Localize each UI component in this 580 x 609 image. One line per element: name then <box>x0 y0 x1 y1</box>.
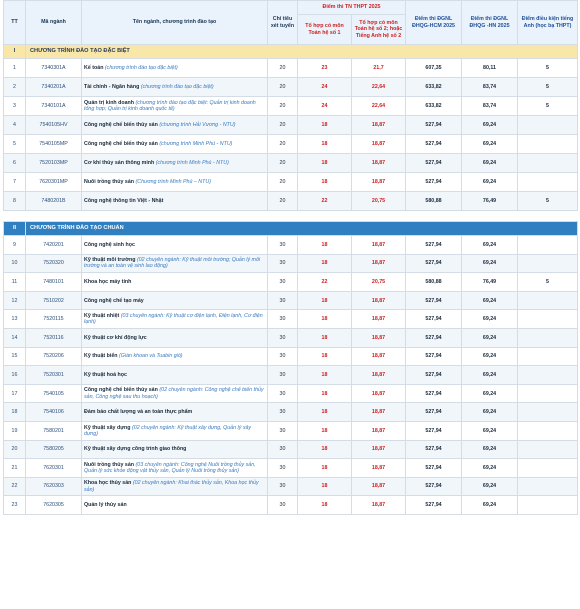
row-number: 21 <box>4 459 26 478</box>
quota: 30 <box>268 421 298 440</box>
score-dgnl-hcm: 527,94 <box>406 421 462 440</box>
table-row <box>4 440 578 459</box>
program-name: Công nghệ sinh học <box>84 241 135 248</box>
score-combo-2: 22,64 <box>352 78 406 97</box>
score-combo-2: 18,87 <box>352 135 406 154</box>
score-combo-2: 18,87 <box>352 421 406 440</box>
score-dgnl-hcm: 580,88 <box>406 273 462 292</box>
program-code: 7520115 <box>26 310 82 329</box>
score-combo-2: 18,87 <box>352 310 406 329</box>
score-combo-1: 18 <box>298 310 352 329</box>
program-name-cell <box>82 496 268 515</box>
program-code: 7540106 <box>26 403 82 422</box>
row-number: 2 <box>4 78 26 97</box>
program-name-cell <box>82 477 268 496</box>
english-requirement: 5 <box>518 273 578 292</box>
program-name-cell <box>82 403 268 422</box>
table-row <box>4 254 578 273</box>
table-row <box>4 192 578 211</box>
score-dgnl-hn: 69,24 <box>462 154 518 173</box>
score-dgnl-hcm: 527,94 <box>406 384 462 403</box>
program-code: 7580205 <box>26 440 82 459</box>
row-number: 16 <box>4 366 26 385</box>
program-note: (chương trình đào tạo đặc biệt: Quản trị kinh doanh tổng hợp; Quản trị kinh doanh quốc tế) <box>84 99 256 112</box>
row-number: 10 <box>4 254 26 273</box>
score-combo-1: 18 <box>298 347 352 366</box>
quota: 30 <box>268 254 298 273</box>
score-combo-1: 22 <box>298 192 352 211</box>
quota: 20 <box>268 154 298 173</box>
score-combo-1: 22 <box>298 273 352 292</box>
score-combo-1: 18 <box>298 135 352 154</box>
quota: 30 <box>268 347 298 366</box>
header-tt: TT <box>4 1 26 45</box>
section-header-row <box>4 45 578 59</box>
score-dgnl-hcm: 527,94 <box>406 173 462 192</box>
program-code: 7620303 <box>26 477 82 496</box>
program-name: Nuôi trồng thủy sản <box>84 178 135 185</box>
score-dgnl-hcm: 527,94 <box>406 154 462 173</box>
score-dgnl-hn: 69,24 <box>462 477 518 496</box>
program-code: 7540105 <box>26 384 82 403</box>
score-combo-1: 18 <box>298 236 352 255</box>
score-combo-1: 18 <box>298 254 352 273</box>
english-requirement <box>518 440 578 459</box>
table-row <box>4 291 578 310</box>
program-name: Tài chính - Ngân hàng <box>84 83 140 90</box>
row-number: 15 <box>4 347 26 366</box>
score-combo-1: 18 <box>298 477 352 496</box>
program-name: Công nghệ chế biến thủy sản <box>84 121 158 128</box>
score-dgnl-hn: 69,24 <box>462 403 518 422</box>
score-dgnl-hn: 69,24 <box>462 135 518 154</box>
program-name-cell <box>82 421 268 440</box>
header-to-hop-2: Tổ hợp có môn Toán hệ số 2; hoặc Tiếng Anh hệ số 2 <box>352 15 406 45</box>
score-combo-2: 20,75 <box>352 273 406 292</box>
score-dgnl-hcm: 527,94 <box>406 403 462 422</box>
score-dgnl-hn: 69,24 <box>462 496 518 515</box>
section-header-row <box>4 222 578 236</box>
quota: 30 <box>268 477 298 496</box>
score-dgnl-hn: 69,24 <box>462 328 518 347</box>
english-requirement <box>518 135 578 154</box>
program-name-cell <box>82 254 268 273</box>
row-number: 5 <box>4 135 26 154</box>
english-requirement <box>518 403 578 422</box>
score-dgnl-hcm: 527,94 <box>406 496 462 515</box>
program-name-cell <box>82 366 268 385</box>
program-name: Kỹ thuật biển <box>84 353 118 360</box>
program-name: Cơ khí thủy sản thông minh <box>84 159 155 166</box>
score-dgnl-hn: 83,74 <box>462 97 518 116</box>
score-combo-1: 18 <box>298 291 352 310</box>
quota: 20 <box>268 97 298 116</box>
table-row <box>4 97 578 116</box>
table-row <box>4 421 578 440</box>
program-name-cell <box>82 192 268 211</box>
program-name: Kỹ thuật hoá học <box>84 371 127 378</box>
score-combo-2: 18,87 <box>352 459 406 478</box>
row-number: 7 <box>4 173 26 192</box>
program-code: 7580201 <box>26 421 82 440</box>
score-combo-2: 18,87 <box>352 116 406 135</box>
table-body <box>4 45 578 515</box>
program-note: (03 chuyên ngành: Công nghệ Nuôi trồng thủy sản, Quản lý sức khỏe động vật thủy sản, Quản lý Nuôi trồng thủy sản) <box>84 461 256 474</box>
table-row <box>4 310 578 329</box>
gap-cell <box>4 211 578 222</box>
quota: 30 <box>268 440 298 459</box>
program-name: Kỹ thuật xây dựng <box>84 424 131 431</box>
quota: 30 <box>268 366 298 385</box>
score-dgnl-hcm: 580,88 <box>406 192 462 211</box>
score-combo-2: 18,87 <box>352 496 406 515</box>
quota: 20 <box>268 135 298 154</box>
table-row <box>4 116 578 135</box>
section-label: CHƯƠNG TRÌNH ĐÀO TẠO CHUẨN <box>26 222 578 236</box>
header-ma-nganh: Mã ngành <box>26 1 82 45</box>
program-name: Kế toán <box>84 64 104 71</box>
english-requirement: 5 <box>518 78 578 97</box>
score-combo-1: 18 <box>298 116 352 135</box>
program-note: (chương trình Minh Phú - NTU) <box>155 159 229 166</box>
program-code: 7540105MP <box>26 135 82 154</box>
score-combo-1: 23 <box>298 59 352 78</box>
header-dieu-kien: Điểm điều kiện tiếng Anh (học bạ THPT) <box>518 1 578 45</box>
program-name-cell <box>82 328 268 347</box>
table-row <box>4 384 578 403</box>
score-combo-2: 18,87 <box>352 477 406 496</box>
row-number: 19 <box>4 421 26 440</box>
program-name-cell <box>82 459 268 478</box>
section-gap <box>4 211 578 222</box>
header-dgnl-hcm: Điểm thi ĐGNL ĐHQG-HCM 2025 <box>406 1 462 45</box>
score-combo-1: 18 <box>298 496 352 515</box>
score-combo-2: 18,87 <box>352 236 406 255</box>
program-note: (Chương trình Minh Phú – NTU) <box>135 178 211 185</box>
quota: 20 <box>268 116 298 135</box>
program-name-cell <box>82 154 268 173</box>
program-note: (02 chuyên ngành: Kỹ thuật môi trường; Quản lý môi trường và an toàn vệ sinh lao động) <box>84 257 261 270</box>
score-combo-2: 20,75 <box>352 192 406 211</box>
score-dgnl-hcm: 527,94 <box>406 116 462 135</box>
row-number: 22 <box>4 477 26 496</box>
program-code: 7520301 <box>26 366 82 385</box>
score-dgnl-hn: 69,24 <box>462 310 518 329</box>
row-number: 14 <box>4 328 26 347</box>
table-row <box>4 459 578 478</box>
score-combo-1: 18 <box>298 328 352 347</box>
score-combo-2: 18,87 <box>352 154 406 173</box>
program-code: 7620301 <box>26 459 82 478</box>
program-note: (Giàn khoan và Tuabin gió) <box>119 353 183 360</box>
header-ten-nganh: Tên ngành, chương trình đào tạo <box>82 1 268 45</box>
quota: 30 <box>268 459 298 478</box>
program-name: Quản trị kinh doanh <box>84 99 135 106</box>
admission-score-table <box>3 0 578 515</box>
program-name: Kỹ thuật cơ khí động lực <box>84 334 147 341</box>
program-name-cell <box>82 310 268 329</box>
quota: 30 <box>268 328 298 347</box>
english-requirement <box>518 154 578 173</box>
section-roman: II <box>4 222 26 236</box>
score-combo-2: 18,87 <box>352 291 406 310</box>
english-requirement: 5 <box>518 97 578 116</box>
table-row <box>4 59 578 78</box>
score-dgnl-hn: 69,24 <box>462 254 518 273</box>
table-row <box>4 347 578 366</box>
score-dgnl-hn: 69,24 <box>462 347 518 366</box>
program-name: Công nghệ chế biến thủy sản <box>84 140 158 147</box>
program-name: Khoa học máy tính <box>84 278 132 285</box>
score-dgnl-hcm: 527,94 <box>406 291 462 310</box>
score-combo-1: 18 <box>298 403 352 422</box>
score-dgnl-hn: 83,74 <box>462 78 518 97</box>
english-requirement <box>518 236 578 255</box>
quota: 30 <box>268 384 298 403</box>
row-number: 9 <box>4 236 26 255</box>
score-combo-2: 18,87 <box>352 403 406 422</box>
score-dgnl-hn: 69,24 <box>462 173 518 192</box>
quota: 30 <box>268 273 298 292</box>
program-code: 7520116 <box>26 328 82 347</box>
score-combo-2: 18,87 <box>352 347 406 366</box>
score-dgnl-hcm: 527,94 <box>406 236 462 255</box>
row-number: 13 <box>4 310 26 329</box>
table-row <box>4 496 578 515</box>
score-dgnl-hcm: 527,94 <box>406 254 462 273</box>
english-requirement <box>518 477 578 496</box>
row-number: 6 <box>4 154 26 173</box>
score-dgnl-hn: 69,24 <box>462 116 518 135</box>
table-row <box>4 173 578 192</box>
quota: 20 <box>268 192 298 211</box>
program-name-cell <box>82 236 268 255</box>
program-name: Đảm bảo chất lượng và an toàn thực phẩm <box>84 409 193 416</box>
score-dgnl-hn: 80,11 <box>462 59 518 78</box>
program-code: 7540105HV <box>26 116 82 135</box>
header-to-hop-1: Tổ hợp có môn Toán hệ số 1 <box>298 15 352 45</box>
row-number: 18 <box>4 403 26 422</box>
program-name: Kỹ thuật môi trường <box>84 257 136 264</box>
program-name-cell <box>82 384 268 403</box>
program-name: Khoa học thủy sản <box>84 480 132 487</box>
english-requirement <box>518 116 578 135</box>
row-number: 4 <box>4 116 26 135</box>
header-chi-tieu: Chỉ tiêu xét tuyển <box>268 1 298 45</box>
score-combo-2: 18,87 <box>352 328 406 347</box>
program-name: Công nghệ chế tạo máy <box>84 297 144 304</box>
program-name-cell <box>82 116 268 135</box>
score-dgnl-hcm: 607,35 <box>406 59 462 78</box>
table-row <box>4 78 578 97</box>
program-note: (02 chuyên ngành: Kỹ thuật xây dựng, Quản lý xây dựng) <box>84 424 252 437</box>
score-dgnl-hn: 69,24 <box>462 384 518 403</box>
quota: 30 <box>268 291 298 310</box>
score-combo-2: 18,87 <box>352 366 406 385</box>
score-combo-2: 18,87 <box>352 254 406 273</box>
program-code: 7420201 <box>26 236 82 255</box>
program-code: 7510202 <box>26 291 82 310</box>
program-code: 7340301A <box>26 59 82 78</box>
program-code: 7520206 <box>26 347 82 366</box>
score-dgnl-hn: 76,49 <box>462 273 518 292</box>
quota: 30 <box>268 403 298 422</box>
header-dgnl-hn: Điểm thi ĐGNL ĐHQG -HN 2025 <box>462 1 518 45</box>
score-combo-1: 18 <box>298 459 352 478</box>
program-name: Công nghệ chế biến thủy sản <box>84 387 158 394</box>
program-note: (02 chuyên ngành: Khai thác thủy sản, Khoa học thủy sản) <box>84 480 259 493</box>
table-row <box>4 328 578 347</box>
program-name-cell <box>82 78 268 97</box>
score-dgnl-hcm: 527,94 <box>406 366 462 385</box>
program-note: (chương trình Minh Phú - NTU) <box>159 140 233 147</box>
english-requirement <box>518 310 578 329</box>
score-dgnl-hcm: 527,94 <box>406 477 462 496</box>
english-requirement <box>518 291 578 310</box>
score-dgnl-hcm: 633,82 <box>406 78 462 97</box>
score-combo-2: 22,64 <box>352 97 406 116</box>
program-code: 7480201B <box>26 192 82 211</box>
program-code: 7520103MP <box>26 154 82 173</box>
score-dgnl-hcm: 527,94 <box>406 347 462 366</box>
english-requirement <box>518 347 578 366</box>
section-roman: I <box>4 45 26 59</box>
score-combo-1: 18 <box>298 440 352 459</box>
table-row <box>4 366 578 385</box>
row-number: 1 <box>4 59 26 78</box>
quota: 20 <box>268 59 298 78</box>
program-note: (chương trình đào tạo đặc biệt) <box>104 64 178 71</box>
section-label: CHƯƠNG TRÌNH ĐÀO TẠO ĐẶC BIỆT <box>26 45 578 59</box>
program-name: Kỹ thuật nhiệt <box>84 313 120 320</box>
score-dgnl-hn: 69,24 <box>462 440 518 459</box>
program-code: 7620301MP <box>26 173 82 192</box>
table-row <box>4 236 578 255</box>
program-note: (chương trình đào tạo đặc biệt) <box>140 83 214 90</box>
program-code: 7520320 <box>26 254 82 273</box>
score-combo-1: 18 <box>298 421 352 440</box>
score-dgnl-hcm: 527,94 <box>406 310 462 329</box>
program-note: (chương trình Hải Vương - NTU) <box>159 121 236 128</box>
score-dgnl-hcm: 527,94 <box>406 440 462 459</box>
program-name-cell <box>82 173 268 192</box>
row-number: 12 <box>4 291 26 310</box>
score-dgnl-hn: 69,24 <box>462 291 518 310</box>
score-combo-2: 21,7 <box>352 59 406 78</box>
row-number: 8 <box>4 192 26 211</box>
english-requirement <box>518 328 578 347</box>
score-dgnl-hcm: 527,94 <box>406 328 462 347</box>
score-combo-2: 18,87 <box>352 440 406 459</box>
quota: 30 <box>268 310 298 329</box>
program-name-cell <box>82 291 268 310</box>
program-name-cell <box>82 97 268 116</box>
program-name-cell <box>82 347 268 366</box>
english-requirement <box>518 254 578 273</box>
score-dgnl-hcm: 527,94 <box>406 459 462 478</box>
score-dgnl-hn: 69,24 <box>462 421 518 440</box>
program-name: Công nghệ thông tin Việt - Nhật <box>84 197 164 204</box>
row-number: 17 <box>4 384 26 403</box>
program-name-cell <box>82 273 268 292</box>
program-code: 7620305 <box>26 496 82 515</box>
english-requirement <box>518 366 578 385</box>
row-number: 20 <box>4 440 26 459</box>
score-combo-1: 18 <box>298 366 352 385</box>
table-row <box>4 403 578 422</box>
score-combo-2: 18,87 <box>352 173 406 192</box>
program-code: 7340201A <box>26 78 82 97</box>
score-combo-1: 24 <box>298 78 352 97</box>
program-name-cell <box>82 59 268 78</box>
table-row <box>4 477 578 496</box>
score-combo-1: 24 <box>298 97 352 116</box>
score-dgnl-hn: 69,24 <box>462 459 518 478</box>
score-combo-2: 18,87 <box>352 384 406 403</box>
program-code: 7340101A <box>26 97 82 116</box>
score-dgnl-hcm: 633,82 <box>406 97 462 116</box>
program-name-cell <box>82 135 268 154</box>
program-name-cell <box>82 440 268 459</box>
quota: 30 <box>268 236 298 255</box>
row-number: 3 <box>4 97 26 116</box>
english-requirement <box>518 173 578 192</box>
quota: 30 <box>268 496 298 515</box>
row-number: 11 <box>4 273 26 292</box>
program-name: Nuôi trồng thủy sản <box>84 461 135 468</box>
table-row <box>4 154 578 173</box>
english-requirement: 5 <box>518 192 578 211</box>
quota: 20 <box>268 173 298 192</box>
score-dgnl-hn: 76,49 <box>462 192 518 211</box>
english-requirement <box>518 496 578 515</box>
program-name: Quản lý thủy sản <box>84 502 127 509</box>
table-row <box>4 273 578 292</box>
table-row <box>4 135 578 154</box>
quota: 20 <box>268 78 298 97</box>
program-code: 7480101 <box>26 273 82 292</box>
english-requirement <box>518 384 578 403</box>
english-requirement <box>518 421 578 440</box>
score-dgnl-hn: 69,24 <box>462 236 518 255</box>
program-note: (03 chuyên ngành: Kỹ thuật cơ điện lạnh, Điện lạnh, Cơ điện lạnh) <box>84 313 263 326</box>
table-header <box>4 1 578 45</box>
score-dgnl-hcm: 527,94 <box>406 135 462 154</box>
english-requirement: 5 <box>518 59 578 78</box>
program-note: (02 chuyên ngành: Công nghệ chế biến thủy sản, Công nghệ sau thu hoạch) <box>84 387 264 400</box>
header-diem-thi-group: Điểm thi TN THPT 2025 <box>298 1 406 15</box>
row-number: 23 <box>4 496 26 515</box>
english-requirement <box>518 459 578 478</box>
score-combo-1: 18 <box>298 173 352 192</box>
program-name: Kỹ thuật xây dựng công trình giao thông <box>84 446 187 453</box>
score-combo-1: 18 <box>298 154 352 173</box>
score-dgnl-hn: 69,24 <box>462 366 518 385</box>
score-combo-1: 18 <box>298 384 352 403</box>
